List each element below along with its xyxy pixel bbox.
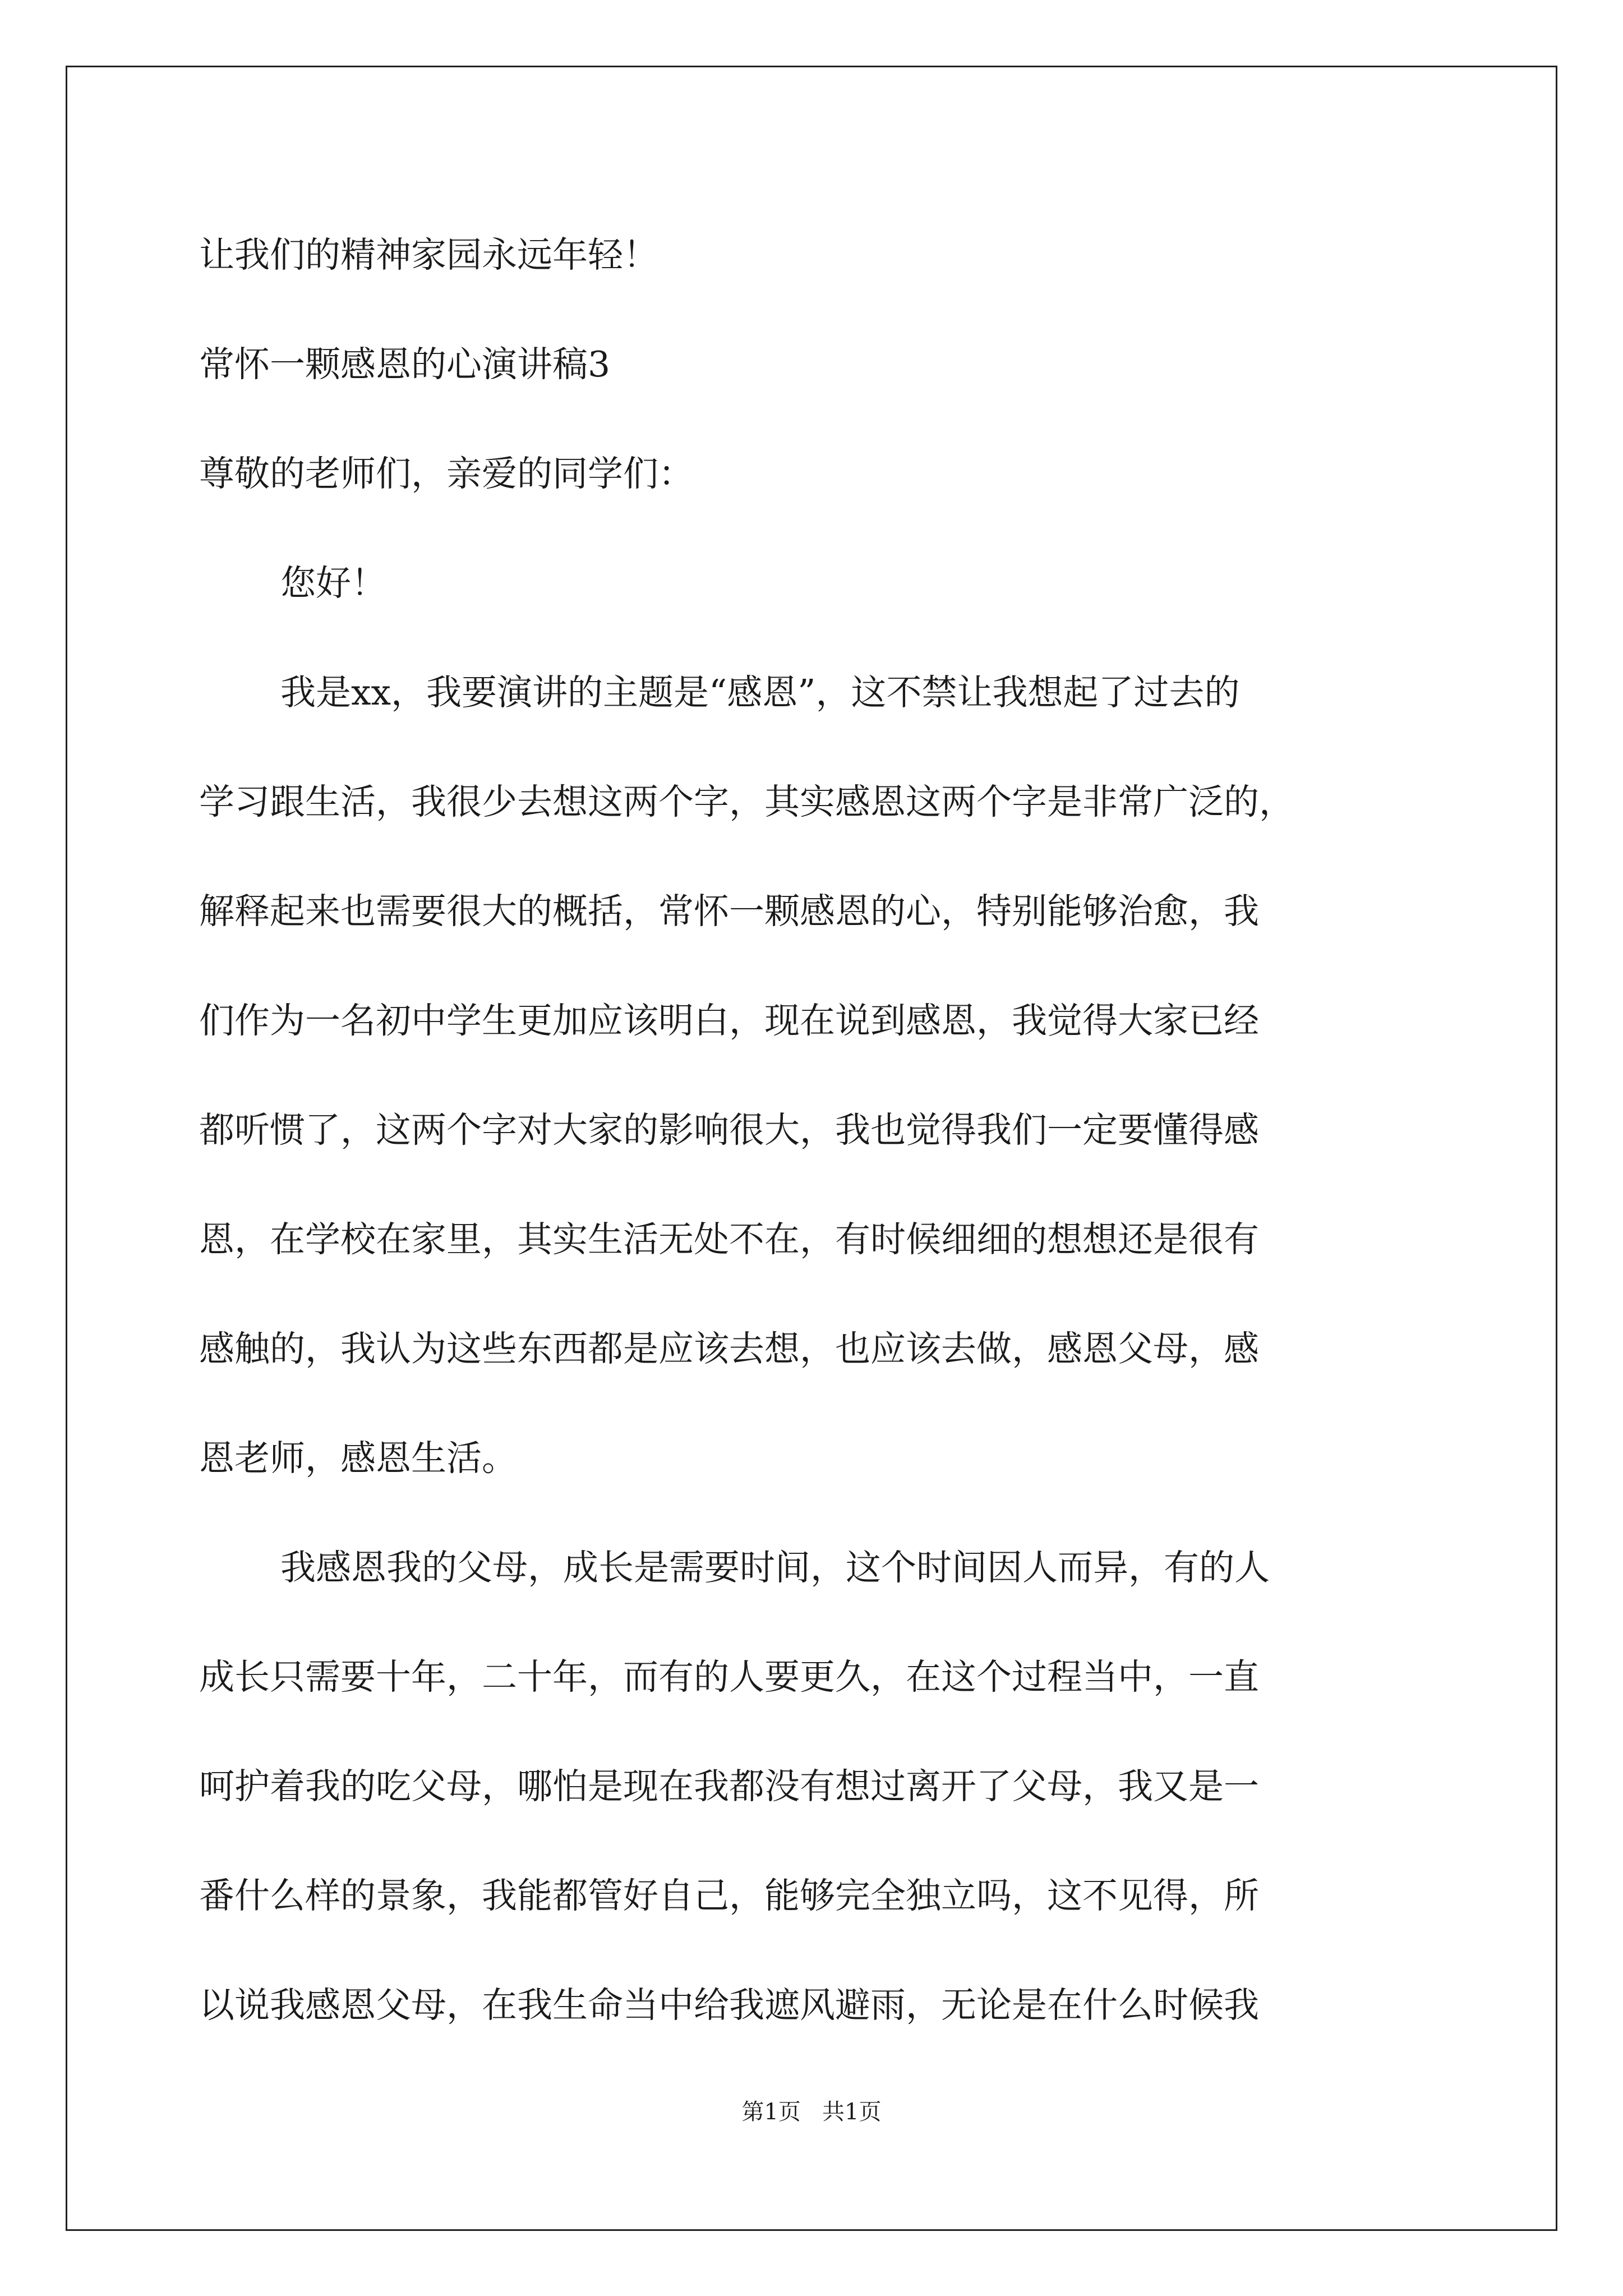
paragraph-line: 呵护着我的吃父母，哪怕是现在我都没有想过离开了父母，我又是一 [199,1766,1259,1807]
paragraph-line: 我是xx，我要演讲的主题是“感恩”，这不禁让我想起了过去的 [280,672,1240,713]
paragraph-line: 恩，在学校在家里，其实生活无处不在，有时候细细的想想还是很有 [199,1219,1259,1260]
paragraph-line: 番什么样的景象，我能都管好自己，能够完全独立吗，这不见得，所 [199,1875,1259,1916]
text-line: 让我们的精神家园永远年轻！ [199,234,658,275]
paragraph-line: 我感恩我的父母，成长是需要时间，这个时间因人而异，有的人 [280,1547,1270,1588]
salutation: 尊敬的老师们，亲爱的同学们： [199,453,694,494]
paragraph-line: 解释起来也需要很大的概括，常怀一颗感恩的心，特别能够治愈，我 [199,891,1259,932]
greeting: 您好！ [280,563,386,604]
section-title: 常怀一颗感恩的心演讲稿3 [199,344,611,385]
paragraph-line: 以说我感恩父母，在我生命当中给我遮风避雨，无论是在什么时候我 [199,1985,1259,2026]
paragraph-line: 成长只需要十年，二十年，而有的人要更久，在这个过程当中，一直 [199,1657,1259,1697]
paragraph-line: 恩老师，感恩生活。 [199,1438,517,1479]
paragraph-line: 感触的，我认为这些东西都是应该去想，也应该去做，感恩父母，感 [199,1328,1259,1369]
paragraph-line: 们作为一名初中学生更加应该明白，现在说到感恩，我觉得大家已经 [199,1000,1259,1041]
page-footer: 第1页 共1页 [741,2099,882,2125]
paragraph-line: 学习跟生活，我很少去想这两个字，其实感恩这两个字是非常广泛的， [199,781,1294,822]
paragraph-line: 都听惯了，这两个字对大家的影响很大，我也觉得我们一定要懂得感 [199,1110,1259,1151]
